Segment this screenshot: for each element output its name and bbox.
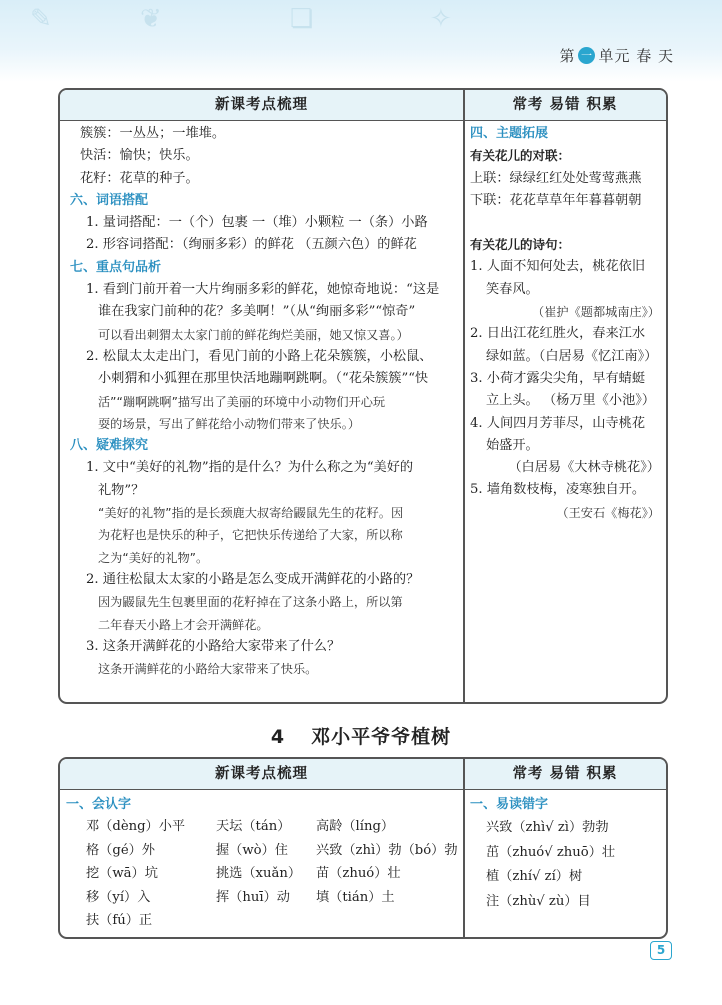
section-heading: 一、会认字 <box>66 797 132 812</box>
text-line: 2. 通往松鼠太太家的小路是怎么变成开满鲜花的小路的？ <box>86 571 420 587</box>
text-line: 1. 人面不知何处去，桃花依旧 <box>470 259 646 275</box>
text-line: 2. 松鼠太太走出门，看见门前的小路上花朵簇簇，小松鼠、 <box>86 348 433 364</box>
unit-title: 单元 春 天 <box>598 47 674 65</box>
word-row <box>66 887 461 911</box>
text-line: 可以看出刺猬太太家门前的鲜花绚烂美丽，她又惊又喜。） <box>98 327 409 342</box>
text-line: 有关花儿的诗句： <box>470 237 571 253</box>
word-item: 天坛（tán） <box>216 819 291 835</box>
text-line: 3. 这条开满鲜花的小路给大家带来了什么？ <box>86 638 341 654</box>
text-line: 谁在我家门前种的花？多美啊！”（从“绚丽多彩”“惊奇” <box>98 304 416 320</box>
lesson-title-text: 邓小平爷爷植树 <box>311 726 452 748</box>
text-line: 兴致（zhì√ zì）勃勃 <box>486 820 609 836</box>
word-row <box>66 816 461 840</box>
box2-right-column <box>470 794 660 914</box>
unit-prefix: 第 <box>559 47 576 65</box>
text-line: 小刺猬和小狐狸在那里快活地蹦啊跳啊。（“花朵簇簇”“快 <box>98 371 429 387</box>
box2-left-title: 新课考点梳理 <box>215 766 308 782</box>
text-line: 为花籽也是快乐的种子，它把快乐传递给了大家，所以称 <box>98 528 403 543</box>
review-box-2 <box>58 757 668 939</box>
box2-right-title: 常考 易错 积累 <box>512 766 618 782</box>
text-line: 下联：花花草草年年暮暮朝朝 <box>470 192 642 208</box>
text-line: 花籽：花草的种子。 <box>80 170 199 186</box>
word-item: 移（yí）入 <box>86 889 151 905</box>
star-icon: ✧ <box>430 4 452 34</box>
word-row <box>66 863 461 887</box>
pencil-icon: ✎ <box>30 4 52 34</box>
box2-divider <box>463 759 465 937</box>
lesson-title <box>0 722 722 749</box>
text-line: 注（zhù√ zù）目 <box>486 893 591 909</box>
text-line: 因为鼹鼠先生包裹里面的花籽掉在了这条小路上，所以第 <box>98 595 403 610</box>
section-heading: 七、重点句品析 <box>70 259 162 275</box>
word-item: 挥（huī）动 <box>216 889 290 905</box>
word-row <box>66 910 461 934</box>
review-box-1 <box>58 88 668 704</box>
text-line: 有关花儿的对联： <box>470 148 571 164</box>
box1-left-column <box>70 123 460 680</box>
text-line <box>470 212 660 234</box>
text-line: 茁（zhuó√ zhuō）壮 <box>486 844 616 860</box>
text-line: 1. 量词搭配：一（个）包裹 一（堆）小颗粒 一（条）小路 <box>86 215 428 231</box>
box1-header <box>60 90 666 121</box>
section-heading: 六、词语搭配 <box>70 192 149 208</box>
text-line: 笑春风。 <box>486 281 539 297</box>
section-heading: 一、易读错字 <box>470 797 549 812</box>
box2-left-column <box>66 794 461 934</box>
word-item: 高龄（líng） <box>316 819 395 835</box>
word-item: 邓（dèng）小平 <box>86 819 186 835</box>
book-icon: ❏ <box>290 4 314 34</box>
word-item: 格（gé）外 <box>86 842 155 858</box>
unit-label <box>559 45 674 66</box>
section-heading: 四、主题拓展 <box>470 126 549 141</box>
text-line: 二年春天小路上才会开满鲜花。 <box>98 617 269 632</box>
text-line: 这条开满鲜花的小路给大家带来了快乐。 <box>98 662 318 677</box>
box2-header <box>60 759 666 790</box>
text-line: 2. 形容词搭配：（绚丽多彩）的鲜花 （五颜六色）的鲜花 <box>86 237 417 253</box>
text-line: “美好的礼物”指的是长颈鹿大叔寄给鼹鼠先生的花籽。因 <box>98 506 404 521</box>
lesson-number: 4 <box>270 726 286 748</box>
text-line: 快活：愉快；快乐。 <box>80 148 199 164</box>
section-heading: 八、疑难探究 <box>70 438 149 454</box>
text-line: 绿如蓝。（白居易《忆江南》） <box>486 348 658 364</box>
box1-right-column <box>470 123 660 524</box>
word-item: 挖（wā）坑 <box>86 866 158 882</box>
text-line: 始盛开。 <box>486 437 539 453</box>
text-line: 4. 人间四月芳菲尽，山寺桃花 <box>470 415 646 431</box>
text-line: 之为“美好的礼物”。 <box>98 550 209 565</box>
header-banner <box>0 0 722 82</box>
leaf-icon: ❦ <box>140 4 162 34</box>
text-line: 3. 小荷才露尖尖角，早有蜻蜓 <box>470 370 646 386</box>
text-line: 耍的场景，写出了鲜花给小动物们带来了快乐。） <box>98 416 361 431</box>
text-line: 礼物”？ <box>98 482 145 498</box>
word-item: 扶（fú）正 <box>86 913 153 929</box>
text-line: 1. 看到门前开着一大片绚丽多彩的鲜花，她惊奇地说：“这是 <box>86 282 440 298</box>
word-item: 握（wò）住 <box>216 842 288 858</box>
box1-right-title: 常考 易错 积累 <box>512 97 618 113</box>
word-item: 兴致（zhì）勃（bó）勃 <box>316 842 458 858</box>
text-line: 2. 日出江花红胜火，春来江水 <box>470 326 646 342</box>
page-number: 5 <box>650 941 672 960</box>
text-line: 上联：绿绿红红处处莺莺燕燕 <box>470 170 642 186</box>
text-line: （崔护《题都城南庄》） <box>532 305 660 320</box>
word-item: 挑选（xuǎn） <box>216 866 302 882</box>
text-line: 5. 墙角数枝梅，凌寒独自开。 <box>470 482 646 498</box>
text-line: 活”“蹦啊跳啊”描写出了美丽的环境中小动物们开心玩 <box>98 394 386 409</box>
text-line: 立上头。 （杨万里《小池》） <box>486 393 656 409</box>
box1-divider <box>463 90 465 702</box>
word-item: 苗（zhuó）壮 <box>316 866 401 882</box>
text-line: 1. 文中“美好的礼物”指的是什么？为什么称之为“美好的 <box>86 460 414 476</box>
word-row <box>66 840 461 864</box>
word-item: 填（tián）土 <box>316 889 395 905</box>
text-line: （王安石《梅花》） <box>556 505 660 520</box>
box1-left-title: 新课考点梳理 <box>215 97 308 113</box>
unit-number-badge: 一 <box>578 47 595 64</box>
text-line: （白居易《大林寺桃花》） <box>508 460 660 476</box>
text-line: 植（zhí√ zí）树 <box>486 869 583 885</box>
text-line: 簇簇：一丛丛；一堆堆。 <box>80 126 226 141</box>
